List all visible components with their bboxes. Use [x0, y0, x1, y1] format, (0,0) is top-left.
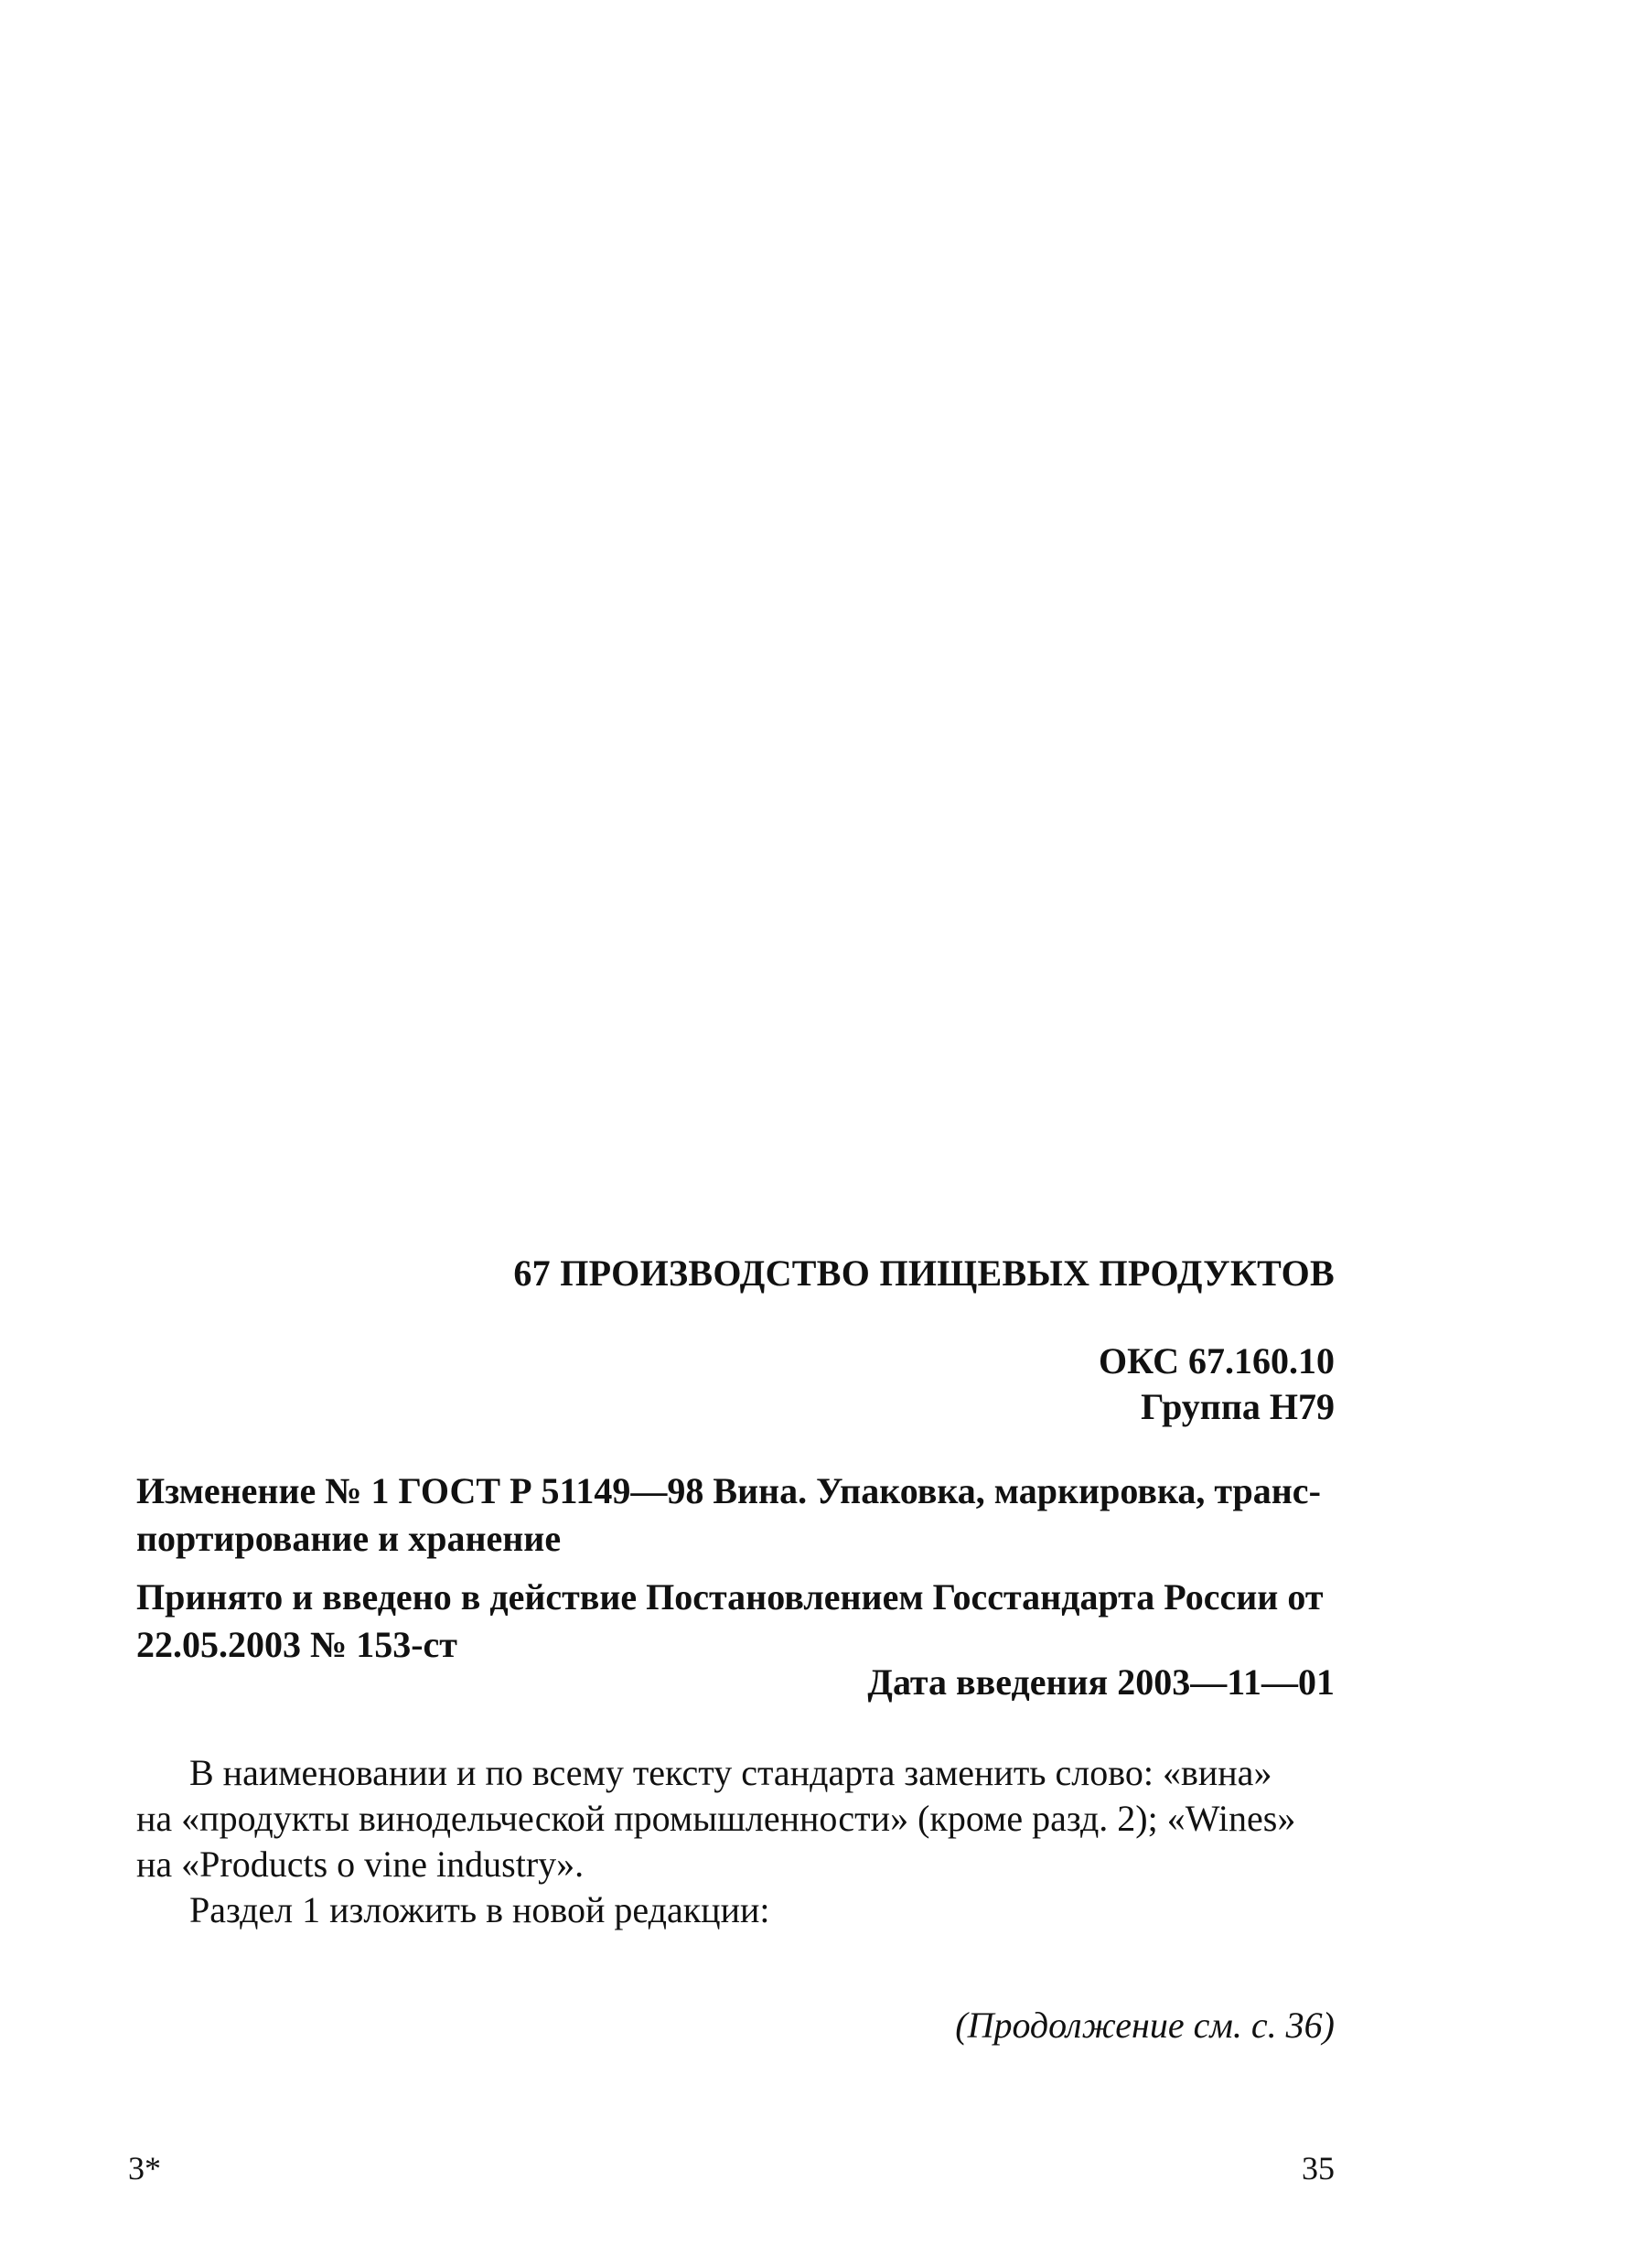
adoption-statement — [136, 1574, 1335, 1669]
amendment-title-line: портирование и хранение — [136, 1518, 562, 1559]
signature-mark: 3* — [128, 2150, 161, 2187]
paragraph-line: В наименовании и по всему тексту стандарта заменить слово: «вина» — [189, 1752, 1272, 1793]
body-text — [136, 1750, 1335, 1933]
amendment-title-line: Изменение № 1 ГОСТ Р 51149—98 Вина. Упаковка, маркировка, транс- — [136, 1470, 1321, 1511]
paragraph-line: на «Products o vine industry». — [136, 1843, 585, 1885]
page-number: 35 — [1302, 2150, 1335, 2187]
group-code: Группа Н79 — [1141, 1386, 1335, 1427]
paragraph-line: Раздел 1 изложить в новой редакции: — [189, 1889, 770, 1930]
classification-block — [1099, 1338, 1335, 1430]
adoption-line: Принято и введено в действие Постановлением Госстандарта России от — [136, 1576, 1324, 1618]
continuation-note: (Продолжение см. с. 36) — [955, 2005, 1335, 2046]
paragraph-line: на «продукты винодельческой промышленности» (кроме разд. 2); «Wines» — [136, 1798, 1296, 1839]
introduction-date: Дата введения 2003—11—01 — [867, 1661, 1335, 1703]
oks-code: ОКС 67.160.10 — [1098, 1340, 1335, 1381]
adoption-line: 22.05.2003 № 153-ст — [136, 1624, 457, 1665]
amendment-title — [136, 1467, 1335, 1563]
section-heading: 67 ПРОИЗВОДСТВО ПИЩЕВЫХ ПРОДУКТОВ — [513, 1252, 1335, 1294]
